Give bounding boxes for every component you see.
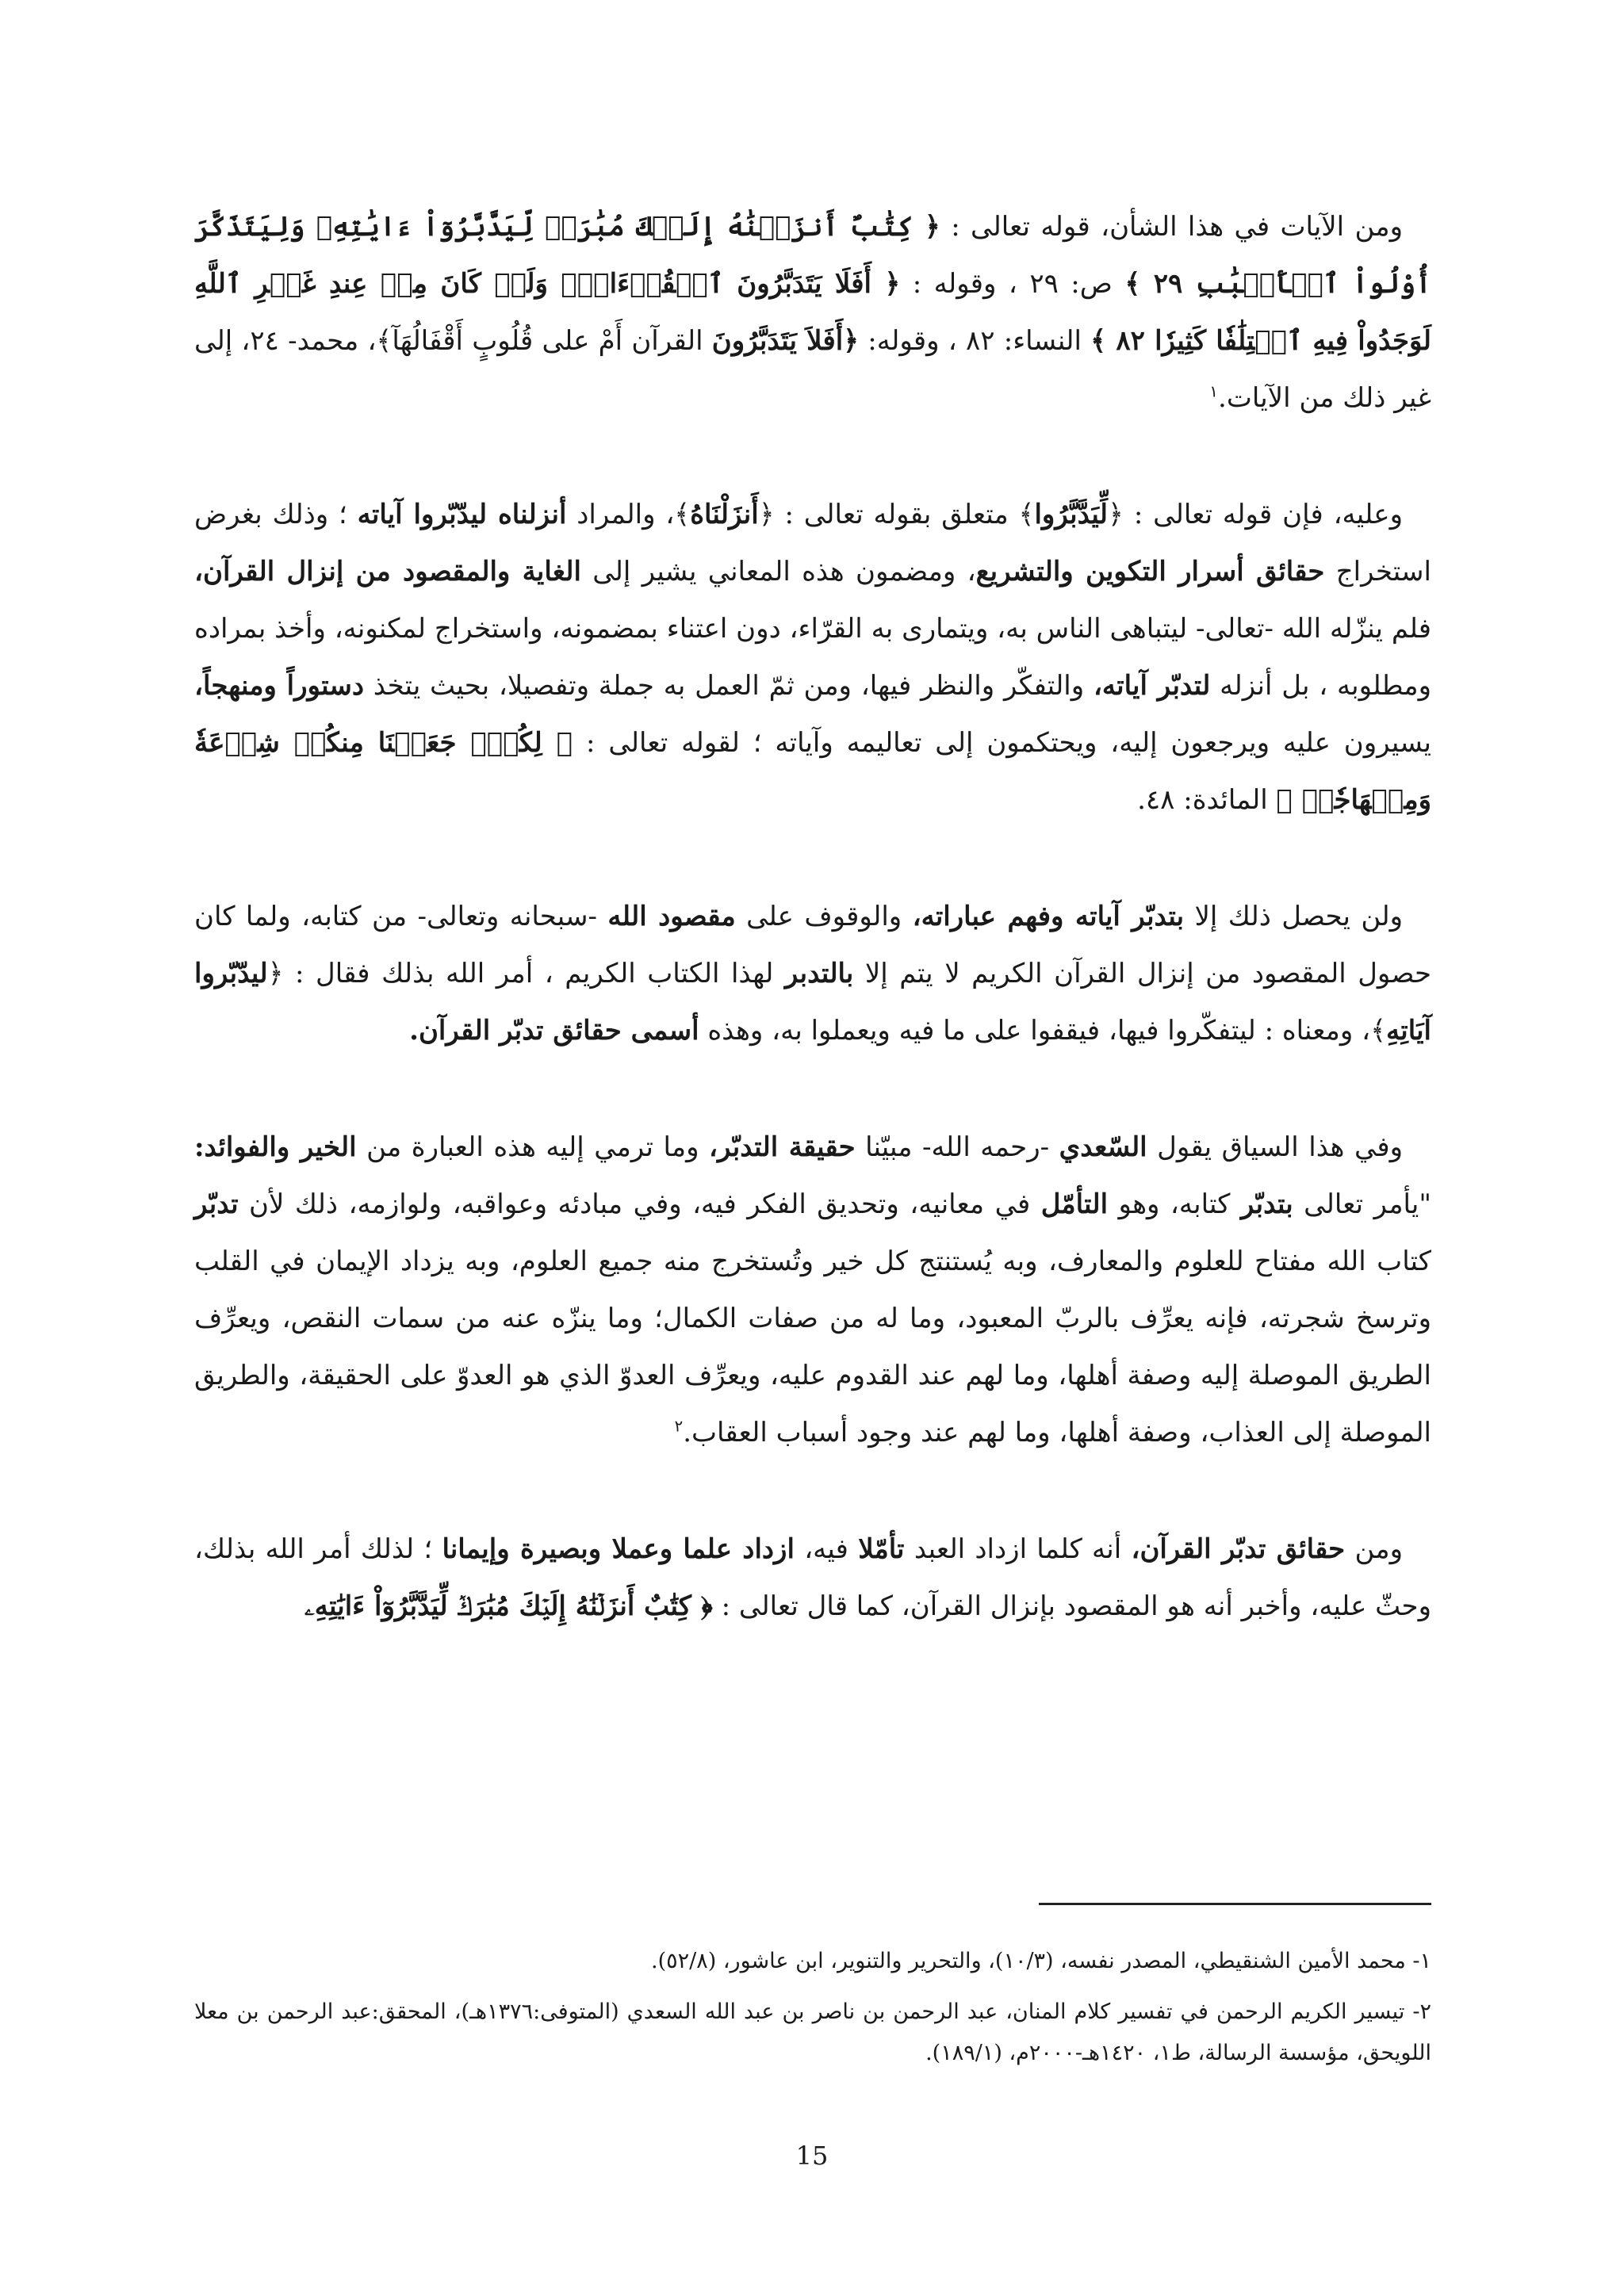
bold-text: دستوراً ومنهجاً، (194, 670, 364, 702)
bold-text: السّعدي (1059, 1131, 1147, 1163)
text-run: ﴾ متعلق بقوله تعالى : ﴿ (758, 499, 1035, 530)
bold-text: أنزلناه ليدّبّروا آياته (357, 499, 567, 530)
footnote-reference: ١ (1209, 381, 1219, 401)
text-run: القرآن أَمْ على قُلُوبٍ أَقْفَالُهَآ﴾، محمد- ٢٤، إلى غير ذلك من الآيات. (194, 325, 1431, 414)
page-number: 15 (795, 2141, 829, 2171)
bold-text: مقصود الله (607, 901, 736, 932)
text-run: ؛ وذلك بغرض استخراج (194, 499, 1431, 587)
paragraph-contemplation-requirement (194, 888, 1431, 1059)
bold-text: بتدبّر (1240, 1188, 1293, 1220)
text-run: وما ترمي إليه هذه العبارة من (356, 1131, 710, 1163)
text-run: فيه، (794, 1533, 859, 1565)
bold-text: ﴿أَفَلاَ يَتَدَبَّرُونَ (711, 325, 860, 357)
bold-text: ليدّبّروا آيَاتِهِ (194, 958, 1431, 1047)
text-run: والتفكّر والنظر فيها، ومن ثمّ العمل به جملة وتفصيلا، بحيث يتخذ (363, 670, 1094, 702)
paragraph-saadi-quote (194, 1119, 1431, 1461)
bold-text: ازداد علما وعملا وبصيرة وإيمانا (442, 1533, 795, 1565)
bold-text: تدبّر (194, 1188, 239, 1220)
text-run: المائدة: ٤٨. (1137, 784, 1277, 816)
footnote-2: ٢- تيسير الكريم الرحمن في تفسير كلام المنان، عبد الرحمن بن ناصر بن عبد الله السعدي (المتوفى:١٣٧٦هـ)، المحقق:عبد الرحمن بن معلا اللويحق، مؤسسة الرسالة، ط١، ١٤٢٠هـ-٢٠٠٠م، (١٨٩/١). (194, 1999, 1432, 2065)
text-run: وفي هذا السياق يقول (1147, 1131, 1403, 1163)
text-run: لهذا الكتاب الكريم ، أمر الله بذلك فقال : ﴿ (267, 958, 785, 989)
text-run: أنه كلما ازداد العبد (904, 1533, 1132, 1565)
text-run: "يأمر تعالى (1293, 1188, 1431, 1220)
footnote-separator (1039, 1903, 1431, 1905)
text-run: وعليه، فإن قوله تعالى : ﴿ (1108, 499, 1404, 530)
bold-text: بالتدبر (784, 958, 854, 989)
text-run: فلم ينزّله الله -تعالى- ليتباهى الناس به، ويتمارى به القرّاء، دون اعتناء بمضمونه، واستخراج لمكنونه، وأخذ بمراده ومطلوبه ، بل أنزله (194, 613, 1431, 702)
text-run: ﴾، والمراد (566, 499, 691, 530)
text-run: النساء: ٨٢ ، وقوله: (859, 325, 1091, 357)
text-run: والوقوف على (735, 901, 913, 932)
bold-text: حقائق تدبّر القرآن، (1131, 1533, 1346, 1565)
bold-text: لِّيَدَّبَّرُوا (1034, 499, 1109, 530)
text-run: -رحمه الله- مبيّنا (855, 1131, 1059, 1163)
text-run: -سبحانه وتعالى- من كتابه، ولما كان حصول المقصود من إنزال القرآن الكريم لا يتم إلا (194, 901, 1431, 989)
text-run: ومن (1345, 1533, 1403, 1565)
footnotes (194, 1941, 1431, 2074)
bold-text: حقيقة التدبّر، (709, 1131, 856, 1163)
bold-text: الخير والفوائد: (194, 1131, 357, 1163)
bold-text: الغاية والمقصود من إنزال القرآن، (194, 556, 581, 587)
bold-text: أَنزَلْنَاهُ (690, 499, 759, 530)
paragraph-purpose-of-revelation (194, 486, 1431, 828)
bold-text: بتدبّر آياته وفهم عباراته، (912, 901, 1185, 932)
quran-verse: ﴿ لِكُلّٖ جَعَلۡنَا مِنكُمۡ شِرۡعَةٗ وَمِنۡهَاجٗاۚ ﴾ (194, 727, 1431, 816)
paragraph-facts-of-contemplation (194, 1521, 1431, 1635)
bold-text: حقائق أسرار التكوين والتشريع (975, 556, 1325, 587)
quran-verse: ﴿ أَفَلَا يَتَدَبَّرُونَ ٱلۡقُرۡءَانَۚ وَلَوۡ كَانَ مِنۡ عِندِ غَيۡرِ ٱللَّهِ لَوَجَدُواْ فِيهِ ٱخۡتِلَٰفٗا كَثِيرٗا ٨٢ ﴾ (194, 268, 1431, 357)
bold-text: أسمى حقائق تدبّر القرآن. (409, 1015, 699, 1047)
text-run: في معانيه، وتحديق الفكر فيه، وفي مبادئه وعواقبه، ولوازمه، ذلك لأن (238, 1188, 1041, 1220)
text-run: يسيرون عليه ويرجعون إليه، ويحتكمون إلى تعاليمه وآياته ؛ لقوله تعالى : (573, 727, 1431, 759)
page-body (194, 198, 1431, 1635)
text-run: ص: ٢٩ ، وقوله : (900, 268, 1125, 300)
text-run: كتابه، وهو (1108, 1188, 1241, 1220)
quran-verse: ﴿ كِتَٰبٌ أَنزَلۡنَٰهُ إِلَيۡكَ مُبَٰرَكٞ لِّيَدَّبَّرُوٓاْ ءَايَٰتِهِۦ (304, 1590, 713, 1622)
text-run: ولن يحصل ذلك إلا (1184, 901, 1404, 932)
text-run: كتاب الله مفتاح للعلوم والمعارف، وبه يُستنتج كل خير وتُستخرج منه جميع العلوم، وبه يزداد الإيمان في القلب وترسخ شجرته، فإنه يعرِّف بالربّ المعبود، وما له من صفات الكمال؛ وما ينزّه عنه من سمات النقص، ويعرِّف الطريق الموصلة إليه وصفة أهلها، وما لهم عند القدوم عليه، ويعرِّف العدوّ الذي هو العدوّ على الحقيقة، والطريق الموصلة إلى العذاب، وصفة أهلها، وما لهم عند وجود أسباب العقاب. (194, 1246, 1431, 1448)
footnote-1: ١- محمد الأمين الشنقيطي، المصدر نفسه، (١٠/٣)، والتحرير والتنوير، ابن عاشور، (٥٢/٨). (650, 1949, 1431, 1973)
bold-text: التأمّل (1040, 1188, 1109, 1220)
bold-text: تأمّلا (858, 1533, 905, 1565)
paragraph-verses-on-contemplation (194, 198, 1431, 427)
text-run: ﴾، ومعناه : ليتفكّروا فيها، فيقفوا على ما فيه ويعملوا به، وهذه (699, 1015, 1387, 1047)
quran-verse: ﴿ كِتَٰبٌ أَنزَلۡنَٰهُ إِلَيۡكَ مُبَٰرَكٞ لِّيَدَّبَّرُوٓاْ ءَايَٰتِهِۦ وَلِيَتَذَكَّرَ أُوْلُواْ ٱلۡأَلۡبَٰبِ ٢٩ ﴾ (194, 211, 1432, 300)
bold-text: لتدبّر آياته، (1093, 670, 1211, 702)
text-run: ؛ لذلك أمر الله بذلك، وحثّ عليه، وأخبر أنه هو المقصود بإنزال القرآن، كما قال تعالى : (194, 1533, 1431, 1622)
text-run: ومن الآيات في هذا الشأن، قوله تعالى : (940, 211, 1403, 243)
footnote-reference: ٢ (674, 1416, 684, 1436)
text-run: ، ومضمون هذه المعاني يشير إلى (580, 556, 976, 587)
